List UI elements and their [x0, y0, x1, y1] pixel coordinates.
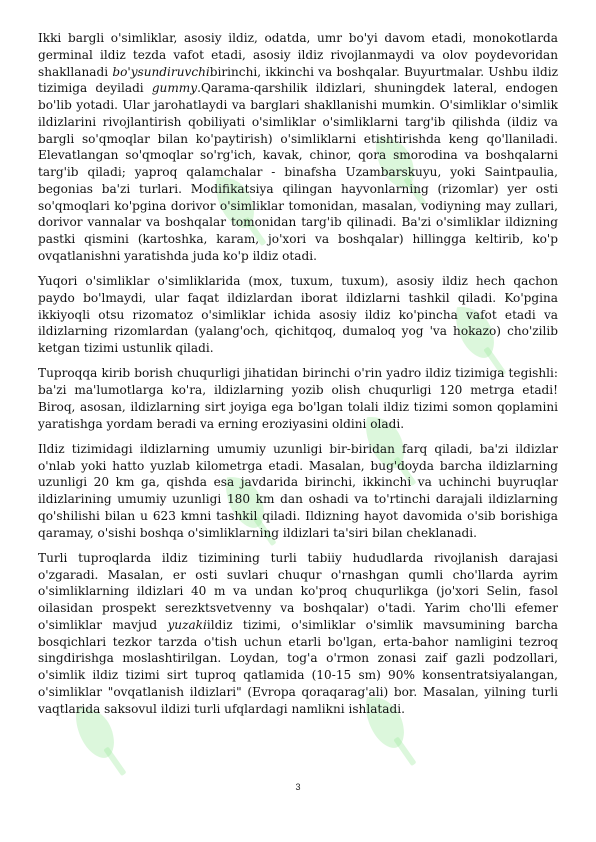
document-body — [38, 30, 558, 717]
text-run: Turli tuproqlarda ildiz tizimining turli tabiiy hududlarda rivojlanish darajasi o'zgaradi. Masalan, er osti suvlari chuqur o'rnashgan qumli cho'llarda ayrim o'simliklarning ildizlari 40 m va undan ko'proq chuqurlikga (jo'xori Selin, fasol oilasidan prospekt serezktsvetvenny va boshqalar) o'tadi. Yarim cho'lli efemer o'simliklar mavjud — [38, 550, 558, 632]
text-run: Ikki bargli o'simliklar, asosiy ildiz, odatda, umr bo'yi davom etadi, monokotlarda germinal ildiz tezda vafot etadi, asosiy ildiz rivojlanmaydi va olov poydevoridan shakllanadi — [38, 31, 558, 79]
italic-term: bo'ysundiruvchi — [112, 64, 210, 79]
text-run: Ildiz tizimidagi ildizlarning umumiy uzunligi bir-biridan farq qiladi, ba'zi ildizlar o'nlab yoki hatto yuzlab kilometrga etadi. Masalan, bug'doyda barcha ildizlarning uzunligi 20 km ga, qishda esa javdarida birinchi, ikkinchi va uchinchi buyruqlar ildizlarining umumiy uzunligi 180 km dan oshadi va to'rtinchi darajali ildizlarning qo'shilishi bilan u 623 kmni tashkil qiladi. Ildizning hayot davomida o'sib borishiga qaramay, o'sishi boshqa o'simliklarning ildizlari ta'siri bilan cheklanadi. — [38, 441, 558, 540]
text-run: ildiz tizimi, o'simliklar o'simlik mavsumining barcha bosqichlari tezkor tarzda o'tish uchun etarli bo'lgan, erta-bahor namligini tezroq singdirishga moslashtirilgan. Loydan, tog'a o'rmon zonasi zaif gazli podzollari, o'simlik ildiz tizimi sirt tuproq qatlamida (10-15 sm) 90% konsentratsiyalangan, o'simliklar "ovqatlanish ildizlari" (Evropa qoraqarag'ali) bor. Masalan, yilning turli vaqtlarida saksovul ildizi turli ufqlardagi namlikni ishlatadi. — [38, 617, 558, 716]
italic-term: yuzaki — [167, 617, 207, 632]
paragraph — [38, 30, 558, 265]
text-run: birinchi, ikkinchi va boshqalar. Buyurtmalar. Ushbu ildiz tizimiga deyiladi — [38, 64, 558, 96]
paragraph — [38, 550, 558, 718]
text-run: Yuqori o'simliklar o'simliklarida (mox, tuxum, tuxum), asosiy ildiz hech qachon paydo bo'lmaydi, ular faqat ildizlardan iborat ildizlarni tashkil qiladi. Ko'pgina ikkiyoqli otsu rizomatoz o'simliklar ichida asosiy ildiz ko'pincha vafot etadi va ildizlarning rizomlardan (yalang'och, qichitqoq, dumaloq yog 'va hokazo) cho'zilib ketgan tizimi ustunlik qiladi. — [38, 274, 558, 355]
text-run: .Qarama-qarshilik ildizlari, shuningdek lateral, endogen bo'lib yotadi. Ular jarohatlaydi va barglari shakllanishi mumkin. O'simliklar o'simlik ildizlarini rivojlantirish qobiliyati o'simliklar o'simliklarni targ'ib qilishda (ildiz va bargli so'qmoqlar bilan ko'paytirish) o'simliklarni etishtirishda keng qo'llaniladi. Elevatlangan so'qmoqlar so'rg'ich, kavak, chinor, qora smorodina va boshqalarni targ'ib qiladi; yaproq qalamchalar - binafsha Uzambarskuyu, yoki Saintpaulia, begonias ba'zi turlari. Modifikatsiya qilingan hayvonlarning (rizomlar) yer osti so'qmoqlari ko'pgina dorivor o'simliklar tomonidan, masalan, vodiyning may zullari, dorivor vannalar va boshqalar tomonidan targ'ib qilinadi. Ba'zi o'simliklar ildizning pastki qismini (kartoshka, karam, jo'xori va boshqalar) hillingga keltirib, ko'p ovqatlanishni yaratishda juda ko'p ildiz otadi. — [38, 81, 558, 263]
text-run: Tuproqqa kirib borish chuqurligi jihatidan birinchi o'rin yadro ildiz tizimiga tegishli: ba'zi ma'lumotlarga ko'ra, ildizlarning yozib olish chuqurligi 120 metrga etadi! Biroq, asosan, ildizlarning sirt joyiga ega bo'lgan tolali ildiz tizimi somon qoplamini yaratishga yordam beradi va erning eroziyasini oldini oladi. — [38, 366, 558, 431]
page-number: 3 — [295, 782, 301, 792]
paragraph — [38, 441, 558, 542]
paragraph — [38, 365, 558, 432]
italic-term: gummy — [151, 81, 198, 96]
paragraph — [38, 273, 558, 357]
